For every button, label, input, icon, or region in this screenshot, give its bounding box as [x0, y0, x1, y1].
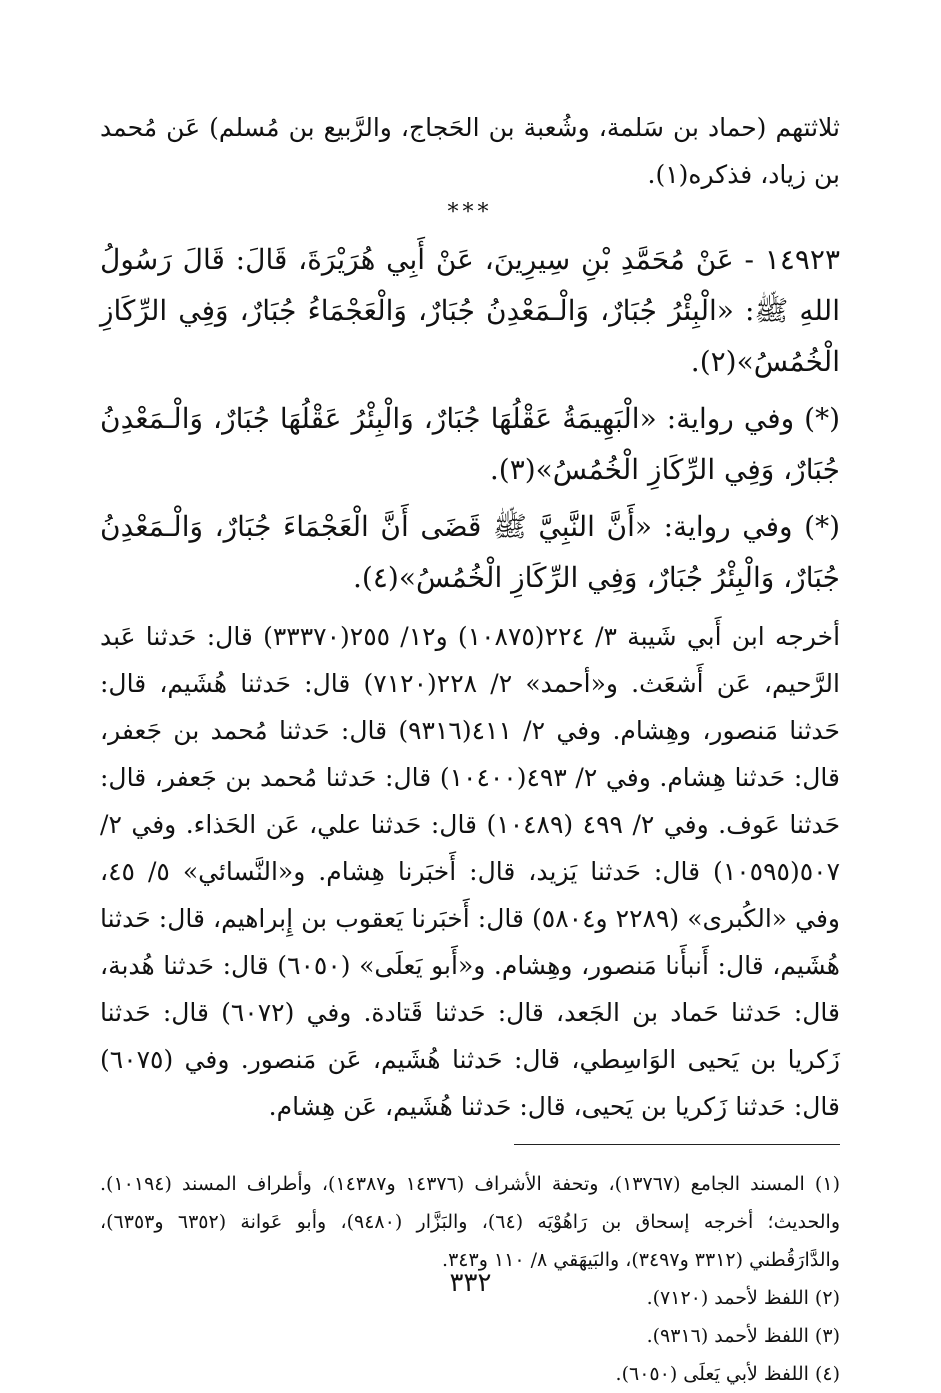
hadith-main-text: ١٤٩٢٣ - عَنْ مُحَمَّدِ بْنِ سِيرِينَ، عَنْ أَبِي هُرَيْرَةَ، قَالَ: قَالَ رَسُولُ اللهِ ﷺ: «الْبِئْرُ جُبَارٌ، وَالْـمَعْدِنُ جُبَارٌ، وَالْعَجْمَاءُ جُبَارٌ، وَفِي الرِّكَازِ الْخُمُسُ»(٢).: [100, 243, 840, 378]
page-number: ٣٣٢: [449, 1268, 492, 1298]
section-separator: ***: [447, 200, 493, 225]
footnote-divider: [514, 1144, 840, 1145]
spacer: [100, 603, 840, 613]
hadith-variant-2: (*) وفي رواية: «أَنَّ النَّبِيَّ ﷺ قَضَى أَنَّ الْعَجْمَاءَ جُبَارٌ، وَالْـمَعْدِنُ جُبَارٌ، وَالْبِئْرُ جُبَارٌ، وَفِي الرِّكَازِ الْخُمُسُ»(٤).: [100, 510, 840, 594]
intro-paragraph: ثلاثتهم (حماد بن سَلمة، وشُعبة بن الحَجاج، والرَّبيع بن مُسلم) عَن مُحمد بن زياد، فذكره(١).: [100, 113, 840, 189]
takhrij-paragraph: أخرجه ابن أَبي شَيبة ٣/ ٢٢٤(١٠٨٧٥) و١٢/ ٢٥٥(٣٣٣٧٠) قال: حَدثنا عَبد الرَّحيم، عَن أَشعَث. و«أحمد» ٢/ ٢٢٨(٧١٢٠) قال: حَدثنا هُشَيم، قال: حَدثنا مَنصور، وهِشام. وفي ٢/ ٤١١(٩٣١٦) قال: حَدثنا مُحمد بن جَعفر، قال: حَدثنا هِشام. وفي ٢/ ٤٩٣(١٠٤٠٠) قال: حَدثنا مُحمد بن جَعفر، قال: حَدثنا عَوف. وفي ٢/ ٤٩٩ (١٠٤٨٩) قال: حَدثنا علي، عَن الحَذاء. وفي ٢/ ٥٠٧(١٠٥٩٥) قال: حَدثنا يَزيد، قال: أَخبَرنا هِشام. و«النَّسائي» ٥/ ٤٥، وفي «الكُبرى» (٢٢٨٩ و٥٨٠٤) قال: أَخبَرنا يَعقوب بن إِبراهيم، قال: حَدثنا هُشَيم، قال: أَنبأَنا مَنصور، وهِشام. و«أَبو يَعلَى» (٦٠٥٠) قال: حَدثنا هُدبة، قال: حَدثنا حَماد بن الجَعد، قال: حَدثنا قَتادة. وفي (٦٠٧٢) قال: حَدثنا زَكريا بن يَحيى الوَاسِطي، قال: حَدثنا هُشَيم، عَن مَنصور. وفي (٦٠٧٥) قال: حَدثنا زَكريا بن يَحيى، قال: حَدثنا هُشَيم، عَن هِشام.: [100, 622, 841, 1121]
footnote-3: (٣) اللفظ لأحمد (٩٣١٦).: [646, 1325, 840, 1347]
footnote-4: (٤) اللفظ لأبي يَعلَى (٦٠٥٠).: [615, 1363, 840, 1385]
page-body: [100, 104, 840, 1393]
footnote-1: (١) المسند الجامع (١٣٧٦٧)، وتحفة الأشراف (١٤٣٧٦ و١٤٣٨٧)، وأطراف المسند (١٠١٩٤). والحديث؛ أخرجه إسحاق بن رَاهُوْيَه (٦٤)، والبَزَّار (٩٤٨٠)، وأبو عَوانة (٦٣٥٢ و٦٣٥٣)، والدَّارَقُطني (٣٣١٢ و٣٤٩٧)، والبَيهَقي ٨/ ١١٠ و٣٤٣.: [100, 1173, 841, 1271]
hadith-variant-1: (*) وفي رواية: «الْبَهِيمَةُ عَقْلُهَا جُبَارٌ، وَالْبِئْرُ عَقْلُهَا جُبَارٌ، وَالْـمَعْدِنُ جُبَارٌ، وَفِي الرِّكَازِ الْخُمُسُ»(٣).: [100, 402, 840, 486]
footnote-2: (٢) اللفظ لأحمد (٧١٢٠).: [646, 1287, 840, 1309]
